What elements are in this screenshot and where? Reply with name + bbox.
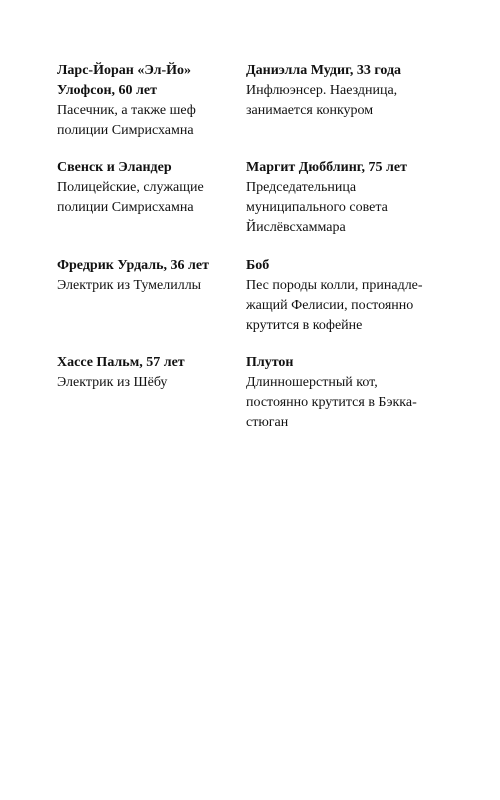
- character-name-line: Хассе Пальм, 57 лет: [57, 355, 185, 370]
- character-description-line: занимается конкуром: [246, 103, 374, 118]
- character-entry-daniella-mudig: [246, 61, 436, 121]
- character-entry-bob: [246, 256, 436, 336]
- character-description-line: Полицейские, служащие: [57, 180, 204, 195]
- character-name-line: Боб: [246, 258, 270, 273]
- character-description-line: Председательница: [246, 180, 357, 195]
- character-entry-margit-dubbling: [246, 158, 436, 238]
- character-description: [57, 178, 247, 218]
- character-entry-pluton: [246, 353, 436, 433]
- character-description: [57, 276, 247, 296]
- character-name: [246, 61, 436, 81]
- character-name-line: Маргит Дюбблинг, 75 лет: [246, 160, 407, 175]
- character-name-line: Плутон: [246, 355, 294, 370]
- character-description-line: стюган: [246, 415, 289, 430]
- character-description-line: Йислёвсхаммара: [246, 220, 346, 235]
- character-name-line: Ларс-Йоран «Эл-Йо»: [57, 63, 192, 78]
- character-description-line: муниципального совета: [246, 200, 388, 215]
- character-description-line: жащий Фелисии, постоянно: [246, 298, 414, 313]
- character-description-line: постоянно крутится в Бэкка-: [246, 395, 417, 410]
- character-name: [57, 61, 247, 101]
- character-description: [57, 373, 247, 393]
- character-description-line: Инфлюэнсер. Наездница,: [246, 83, 398, 98]
- character-name-line: Даниэлла Мудиг, 33 года: [246, 63, 402, 78]
- character-name: [57, 256, 247, 276]
- character-description-line: Пасечник, а также шеф: [57, 103, 196, 118]
- character-entry-lars-goran: [57, 61, 247, 141]
- character-description: [246, 276, 436, 336]
- character-name: [57, 353, 247, 373]
- character-name: [246, 158, 436, 178]
- character-name-line: Фредрик Урдаль, 36 лет: [57, 258, 209, 273]
- character-description: [246, 373, 436, 433]
- character-name: [246, 353, 436, 373]
- character-entry-fredrik-urdal: [57, 256, 247, 296]
- character-description-line: полиции Симрисхамна: [57, 123, 194, 138]
- character-description-line: крутится в кофейне: [246, 318, 363, 333]
- character-name: [246, 256, 436, 276]
- character-description-line: Длинношерстный кот,: [246, 375, 378, 390]
- character-entry-svensk-elander: [57, 158, 247, 218]
- character-name-line: Улофсон, 60 лет: [57, 83, 157, 98]
- character-description: [246, 178, 436, 238]
- character-description-line: Электрик из Шёбу: [57, 375, 168, 390]
- character-description-line: Электрик из Тумелиллы: [57, 278, 202, 293]
- character-description-line: Пес породы колли, принадле-: [246, 278, 423, 293]
- character-entry-hasse-palm: [57, 353, 247, 393]
- character-name-line: Свенск и Эландер: [57, 160, 172, 175]
- character-description: [246, 81, 436, 121]
- character-description-line: полиции Симрисхамна: [57, 200, 194, 215]
- character-name: [57, 158, 247, 178]
- character-description: [57, 101, 247, 141]
